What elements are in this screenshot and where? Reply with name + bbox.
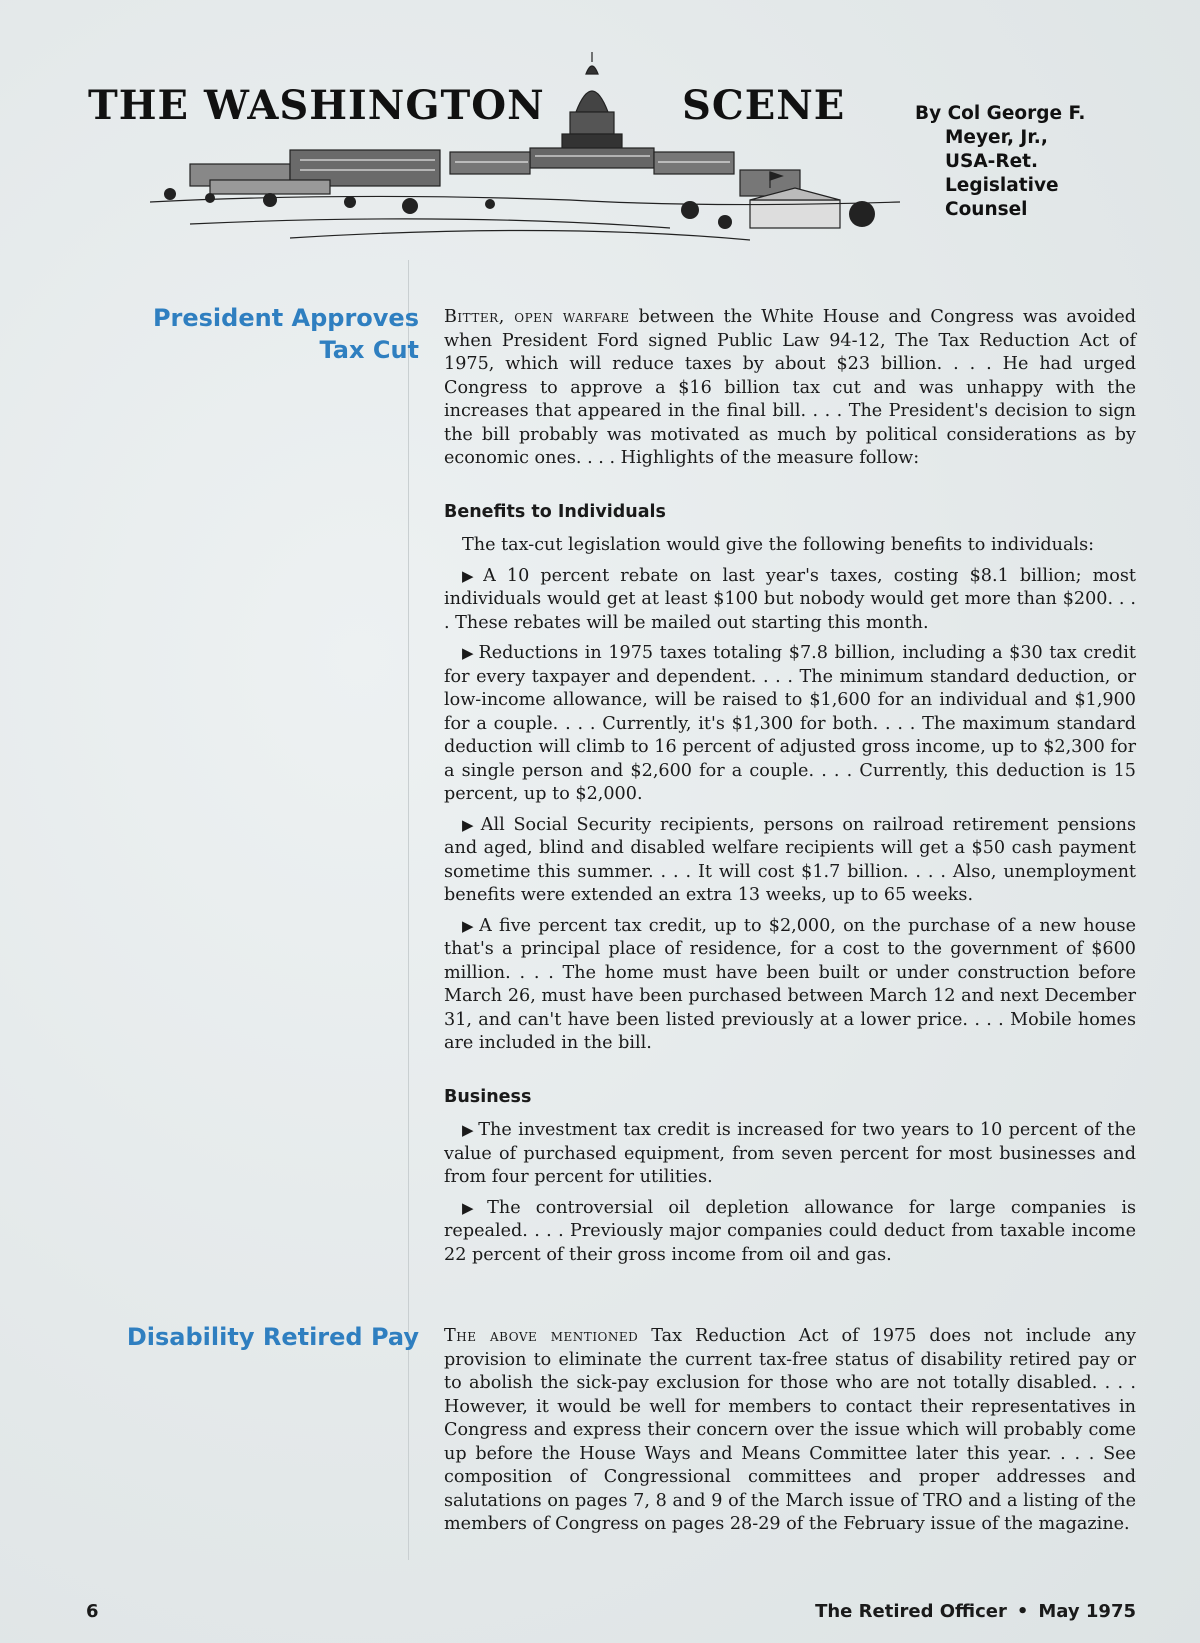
article-tax-cut (444, 306, 1136, 1274)
page-number: 6 (86, 1601, 99, 1622)
publication-name: The Retired Officer (815, 1601, 1007, 1622)
triangle-bullet-icon: ▶ (462, 916, 476, 935)
footer-bullet: • (1016, 1601, 1029, 1622)
heading-line: Tax Cut (319, 336, 419, 364)
issue-date: May 1975 (1038, 1601, 1136, 1622)
benefits-intro: The tax-cut legislation would give the following benefits to individuals: (462, 535, 1095, 555)
bullet-paragraph (444, 1119, 1136, 1190)
column-divider (408, 260, 409, 1560)
triangle-bullet-icon: ▶ (462, 815, 477, 834)
byline-line: Legislative (945, 175, 1059, 196)
bullet-text: All Social Security recipients, persons on railroad retirement pensions and aged, blind and disabled welfare recipients will get a $50 cash payment sometime this summer. . . . It will cost $1.7 billion. . . . Also, unemployment benefits were extended an extra 13 weeks, up to 65 weeks. (444, 814, 1136, 905)
intro-text: between the White House and Congress was avoided when President Ford signed Public Law 94-12, The Tax Reduction Act of 1975, which will reduce taxes by about $23 billion. . . . He had urged Congress to approve a $16 billion tax cut and was unhappy with the increases that appeared in the final bill. . . . The President's decision to sign the bill probably was motivated as much by political considerations as by economic ones. . . . Highlights of the measure follow: (444, 307, 1137, 468)
bullet-paragraph (444, 565, 1136, 636)
section-heading-disability: Disability Retired Pay (126, 1323, 419, 1351)
bullet-text: A five percent tax credit, up to $2,000, on the purchase of a new house that's a principal place of residence, for a cost to the government of $600 million. . . . The home must have been built or under construction before March 26, must have been purchased between March 12 and next December 31, and can't have been listed previously at a lower price. . . . Mobile homes are included in the bill. (444, 915, 1136, 1053)
bullet-paragraph (444, 1197, 1136, 1268)
footer-publication (815, 1601, 1136, 1622)
bullet-text: A 10 percent rebate on last year's taxes, costing $8.1 billion; most individuals would get at least $100 but nobody would get more than $200. . . . These rebates will be mailed out starting this month. (444, 565, 1137, 633)
bullet-text: Reductions in 1975 taxes totaling $7.8 billion, including a $30 tax credit for every taxpayer and dependent. . . . The minimum standard deduction, or low-income allowance, will be raised to $1,600 for an individual and $1,900 for a couple. . . . Currently, it's $1,300 for both. . . . The maximum standard deduction will climb to 16 percent of adjusted gross income, up to $2,300 for a single person and $2,600 for a couple. . . . Currently, this deduction is 15 percent, up to $2,000. (444, 643, 1136, 804)
masthead-title-right: SCENE (682, 82, 846, 129)
subheading-individuals: Benefits to Individuals (444, 501, 666, 522)
page-footer (0, 1601, 1200, 1631)
triangle-bullet-icon: ▶ (462, 566, 480, 585)
lead-in: Bitter, open warfare (444, 307, 630, 327)
heading-line: President Approves (152, 304, 419, 332)
bullet-text: The controversial oil depletion allowance for large companies is repealed. . . . Previously major companies could deduct from taxable income 22 percent of their gross income from oil and gas. (444, 1197, 1136, 1265)
bullet-paragraph (444, 814, 1136, 908)
byline-line: USA-Ret. (945, 151, 1039, 172)
disability-paragraph (444, 1325, 1136, 1537)
triangle-bullet-icon: ▶ (462, 1198, 484, 1217)
capitol-skyline-illustration (150, 52, 900, 242)
byline-line: Counsel (945, 199, 1028, 220)
bullet-text: The investment tax credit is increased for two years to 10 percent of the value of purchased equipment, from seven percent for most businesses and from four percent for utilities. (444, 1120, 1136, 1187)
triangle-bullet-icon: ▶ (462, 1121, 475, 1139)
disability-text: Tax Reduction Act of 1975 does not include any provision to eliminate the current tax-free status of disability retired pay or to abolish the sick-pay exclusion for those who are not totally disabled. . . . However, it would be well for members to contact their representatives in Congress and express their concern over the issue which will probably come up before the House Ways and Means Committee later this year. . . . See composition of Congressional committees and proper addresses and salutations on pages 7, 8 and 9 of the March issue of TRO and a listing of the members of Congress on pages 28-29 of the February issue of the magazine. (444, 1326, 1136, 1534)
byline (915, 102, 1115, 222)
bullet-paragraph (444, 915, 1136, 1056)
byline-line: By Col George F. (915, 103, 1086, 124)
article-disability-pay (444, 1325, 1136, 1544)
bullet-paragraph (444, 642, 1136, 807)
masthead (0, 0, 1200, 250)
triangle-bullet-icon: ▶ (462, 644, 475, 662)
lead-in: The above mentioned (444, 1326, 639, 1346)
subheading-business: Business (444, 1086, 532, 1107)
section-heading-tax-cut (153, 302, 419, 366)
intro-paragraph (444, 306, 1136, 471)
byline-line: Meyer, Jr., (945, 127, 1048, 148)
masthead-title-left: THE WASHINGTON (88, 82, 545, 129)
